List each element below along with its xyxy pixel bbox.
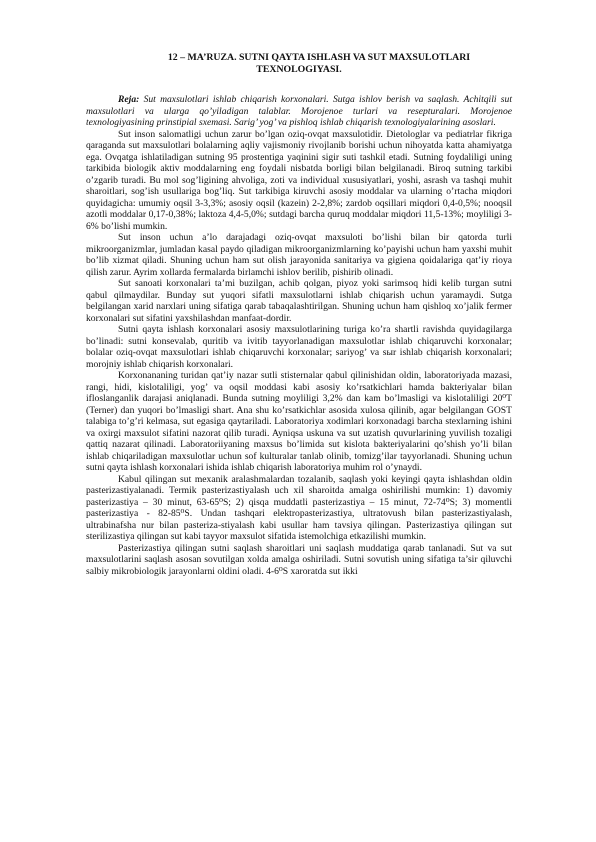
document-page	[86, 52, 512, 577]
body-paragraph: Sut inson uchun a’lo darajadagi oziq-ovqat maxsuloti bo’lishi bilan bir qatorda turli mikroorganizmlar, jumladan kasal paydo qiladigan mikroorganizmlarning ko’payishi uchun ham yaxshi muhit bo’lib xizmat qiladi. Shuning uchun ham sut olish jarayonida sanitariya va gigiena qoidalariga qat’iy rioya qilish zarur. Ayrim xollarda fermalarda birlamchi ishlov berilib, pishirib olinadi.	[86, 232, 512, 278]
lecture-plan	[86, 94, 512, 129]
body-paragraph: Sutni qayta ishlash korxonalari asosiy maxsulotlarining turiga ko’ra shartli ravishda quyidagilarga bo’linadi: sutni konsevalab, quritib va ivitib tayyorlanadigan maxsulotlar ishlab chiqaruvchi korxonalar; bolalar oziq-ovqat maxsulotlari ishlab chiqaruvchi korxonalar; sariyog’ va sыr ishlab chiqarish korxonalari; morojniy ishlab chiqarish korxonalari.	[86, 324, 512, 370]
title-line-2: TEXNOLOGIYASI.	[256, 64, 342, 75]
plan-label: Reja:	[118, 94, 140, 105]
title-line-1: 12 – MA’RUZA. SUTNI QAYTA ISHLASH VA SUT MAXSULOTLARI	[167, 52, 471, 63]
body-paragraph: Kabul qilingan sut mexanik aralashmalardan tozalanib, saqlash yoki keyingi qayta ishlashdan oldin pasterizastiyalanadi. Termik pasterizastiyalash uch xil sharoitda amalga oshirilishi mumkin: 1) davomiy pasterizastiya – 30 minut, 63-65⁰S; 2) qisqa muddatli pasterizastiya – 15 minut, 72-74⁰S; 3) momentli pasterizastiya - 82-85⁰S. Undan tashqari elektropasterizastiya, ultratovush bilan pasterizastiyalash, ultrabinafsha nur bilan pasteriza-stiyalash kabi usullar ham tavsiya qilingan. Pasterizastiya qilingan sut sterilizastiya qilingan sut kabi tayyor maxsulot sifatida istemolchiga etkazilishi mumkin.	[86, 473, 512, 542]
body-paragraph: Sut sanoati korxonalari ta’mi buzilgan, achib qolgan, piyoz yoki sarimsoq hidi kelib turgan sutni qabul qilmaydilar. Bunday sut yuqori sifatli maxsulotlarni ishlab chiqarish uchun yaramaydi. Sutga belgilangan xarid narxlari uning sifatiga qarab tabaqalashtirilgan. Shuning uchun ham qishloq xo’jalik fermer korxonalari sut sifatini yaxshilashdan manfaat-dordir.	[86, 278, 512, 324]
body-paragraph: Pasterizastiya qilingan sutni saqlash sharoitlari uni saqlash muddatiga qarab tanlanadi. Sut va sut maxsulotlarini saqlash asosan sovutilgan xolda amalga oshiriladi. Sutni sovutish uning sifatiga ta’sir qiluvchi salbiy mikrobiologik jarayonlarni oldini oladi. 4-6⁰S xaroratda sut ikki	[86, 542, 512, 577]
plan-text: Sut maxsulotlari ishlab chiqarish korxonalari. Sutga ishlov berish va saqlash. Achitqili sut maxsulotlari va ularga qo’yiladigan talablar. Morojenoe turlari va resepturalari. Morojenoe texnologiyasining prinstipial sxemasi. Sarig’ yog’ va pishloq ishlab chiqarish texnologiyalarining asoslari.	[86, 94, 512, 128]
lecture-title	[86, 52, 512, 76]
body-paragraph: Sut inson salomatligi uchun zarur bo’lgan oziq-ovqat maxsulotidir. Dietologlar va pediatrlar fikriga qaraganda sut maxsulotlari bolalarning aqliy vajismoniy rivojlanib borishi uchun nihoyatda katta ahamiyatga ega. Ovqatga ishlatiladigan sutning 95 prostentiga yaqinini sigir suti tashkil etadi. Sutning foydaliligi uning tarkibida biologik aktiv moddalarning eng foydali nisbatda borligi bilan belgilanadi. Biroq sutning tarkibi o’zgarib turadi. Bu mol sog’ligining ahvoliga, zoti va individual xususiyatlari, yoshi, asrash va tashqi muhit sharoitlari, sog’ish usullariga bog’liq. Sut tarkibiga kiruvchi asosiy moddalar va ularning o’rtacha miqdori quyidagicha: umumiy oqsil 3-3,3%; asosiy oqsil (kazein) 2-2,8%; zardob oqsillari miqdori 0,4-0,5%; nooqsil azotli moddalar 0,17-0,38%; laktoza 4,4-5,0%; sutdagi barcha quruq moddalar miqdori 11,5-13%; moyliligi 3-6% bo’lishi mumkin.	[86, 128, 512, 232]
body-paragraph: Korxonananing turidan qat’iy nazar sutli stisternalar qabul qilinishidan oldin, laboratoriyada mazasi, rangi, hidi, kislotaliligi, yog’ va oqsil moddasi kabi asosiy ko’rsatkichlari hamda bakteriyalar bilan ifloslanganlik darajasi aniqlanadi. Bunda sutning moyliligi 3,2% dan kam bo’lmasligi va kislotaliligi 20⁰T (Terner) dan yuqori bo’lmasligi shart. Ana shu ko’rsatkichlar asosida xulosa qilinib, agar belgilangan GOST talabiga to’g’ri kelmasa, sut egasiga qaytariladi. Laboratoriya xodimlari korxonadagi barcha stexlarning ishini va oxirgi maxsulot sifatini nazorat qilib turadi. Ayniqsa uskuna va sut uzatish quvurlarining yuvilish tozaligi qattiq nazarat qilinadi. Laboratoriiyaning maxsus bo’limida sut kislota bakteriyalarini qo’shish yo’li bilan ishlab chiqariladigan maxsulotlar uchun sof kulturalar tanlab olinib, tomizg’ilar tayyorlanadi. Shuning uchun sutni qayta ishlash korxonalari ishida ishlab chiqarish laboratoriya muhim rol o’ynaydi.	[86, 370, 512, 473]
